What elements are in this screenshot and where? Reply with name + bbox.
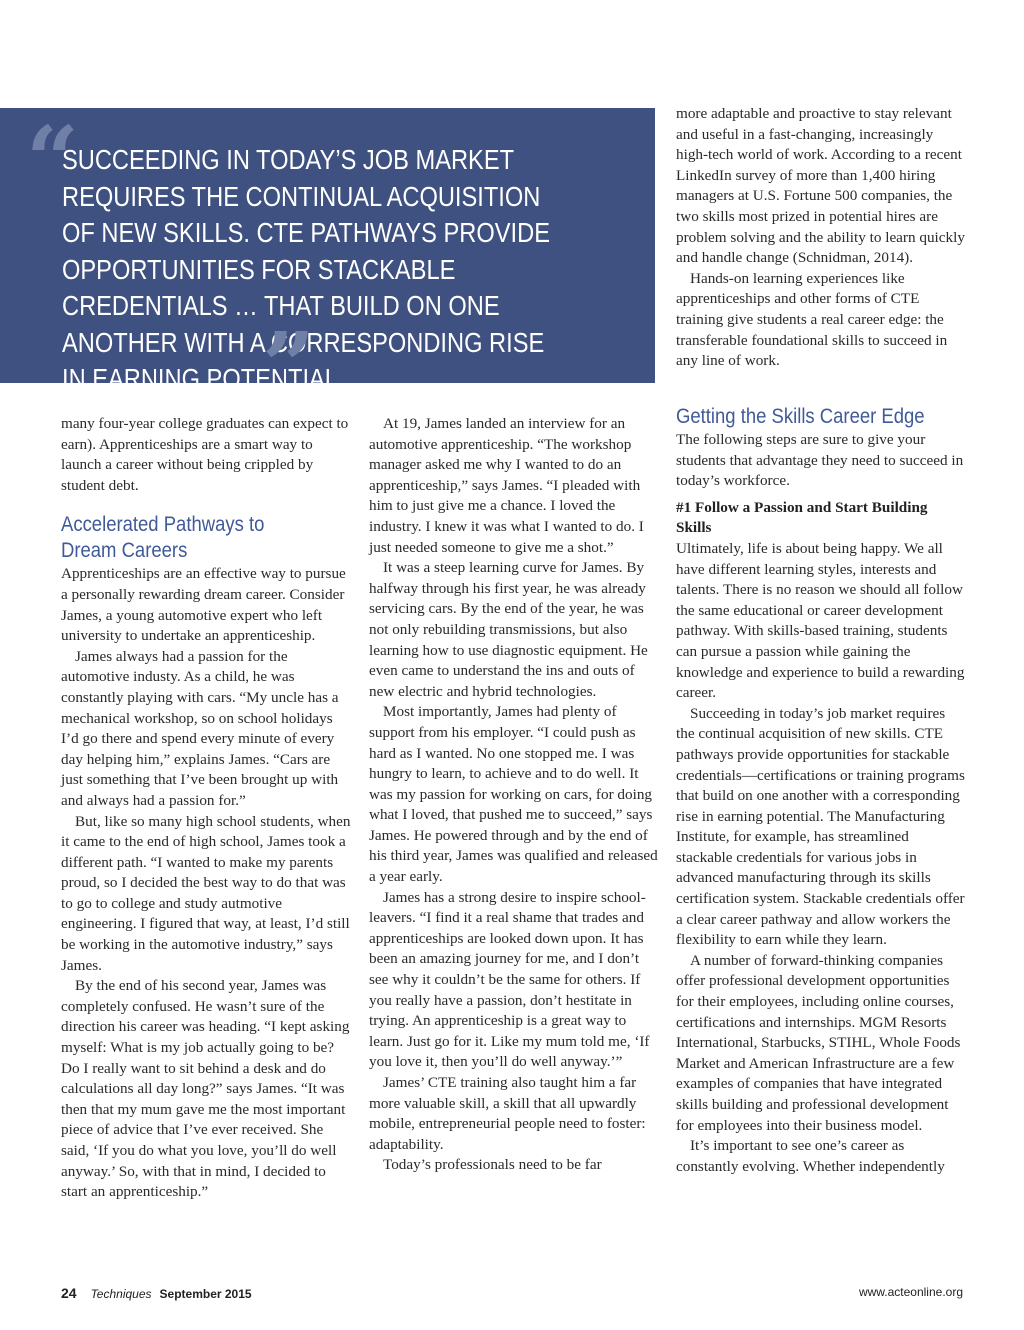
close-quote-mark: ” [262,312,315,420]
paragraph: The following steps are sure to give your students that advantage they need to succeed in today’s workforce. [676,431,964,490]
pull-quote-text: SUCCEEDING IN TODAY’S JOB MARKET REQUIRES THE CONTINUAL ACQUISITION OF NEW SKILLS. CTE PATHWAYS PROVIDE OPPORTUNITIES FOR STACKABLE CREDENTIALS … THAT BUILD ON ONE ANOTHER WITH A CORRESPONDING RISE IN EARNING POTENTIAL. [62,144,550,394]
open-quote-mark: “ [26,106,79,214]
paragraph: At 19, James landed an interview for an automotive apprenticeship. “The workshop manager asked me why I wanted to do an apprenticeship,” says James. “I pleaded with him to just give me a chance. I loved the industry. I knew it was what I wanted to do. I just needed someone to give me a shot.” [369,415,644,556]
paragraph: Apprenticeships are an effective way to pursue a personally rewarding dream career. Consider James, a young automotive expert who left university to undertake an apprenticeship. [61,565,346,645]
section-heading: Accelerated Pathways to Dream Careers [61,513,265,563]
paragraph: A number of forward-thinking companies offer professional development opportunities for their employees, including online courses, certifications and internships. MGM Resorts International, Starbucks, STIHL, Whole Foods Market and American Infrastructure are a few examples of companies that have integrated skills building and professional development for employees into their business model. [676,951,961,1134]
column-left [61,414,351,1203]
footer-left [61,1285,252,1301]
column-right [676,404,966,1177]
pull-quote-box [0,106,655,420]
issue-date: September 2015 [159,1287,252,1301]
paragraph: James’ CTE training also taught him a far more valuable skill, a skill that all upwardly mobile, entrepreneurial people need to foster: adaptability. [369,1074,646,1153]
paragraph: It’s important to see one’s career as constantly evolving. Whether independently [676,1137,945,1175]
paragraph: By the end of his second year, James was completely confused. He wasn’t sure of the direction his career was heading. “I kept asking myself: What is my job actually going to be? Do I really want to sit behind a desk and do calculations all day long?” says James. “It was then that my mum gave me the most important piece of advice that I’ve ever received. She said, ‘If you do what you love, you’ll do well anyway.’ So, with that in mind, I decided to start an apprenticeship.” [61,977,350,1201]
website-link[interactable]: www.acteonline.org [858,1285,963,1299]
section-heading: Getting the Skills Career Edge [676,405,925,428]
magazine-name: Techniques [90,1287,152,1301]
page-number: 24 [61,1285,77,1301]
paragraph: Succeeding in today’s job market requires the continual acquisition of new skills. CTE pathways provide opportunities for stackable credentials—certifications or training programs that build on one another with a corresponding rise in earning potential. The Manufacturing Institute, for example, has streamlined stackable credentials for various jobs in advanced manufacturing through its skills certification system. Stackable credentials offer a clear career pathway and allow workers the flexibility to earn while they learn. [676,704,965,949]
paragraph: many four-year college graduates can expect to earn). Apprenticeships are a smart way to launch a career without being crippled by student debt. [61,415,349,494]
paragraph: James always had a passion for the automotive industy. As a child, he was constantly playing with cars. “My uncle has a mechanical workshop, so on school holidays I’d go there and spend every minute of every day helping him,” explains James. “Cars are just something that I’ve been brought up with and always had a passion for.” [61,647,339,809]
paragraph: Ultimately, life is about being happy. We all have different learning styles, interests and talents. There is no reason we should all follow the same educational or career development pathway. With skills-based training, students can pursue a passion while gaining the knowledge and experience to build a rewarding career. [676,539,965,702]
paragraph: It was a steep learning curve for James. By halfway through his first year, he was already servicing cars. By the end of the year, he was not only rebuilding transmissions, but also learning how to use diagnostic equipment. He even came to understand the ins and outs of new electric and hybrid technologies. [369,559,648,700]
paragraph: Hands-on learning experiences like apprenticeships and other forms of CTE training give students a real career edge: the transferable foundational skills to succeed in any line of work. [676,269,948,370]
column-middle [369,414,659,1176]
column-right-top [676,104,966,372]
paragraph: James has a strong desire to inspire school-leavers. “I find it a real shame that trades and apprenticeships are looked down upon. It has been an amazing journey for me, and I don’t see why it couldn’t be the same for others. If you really have a passion, don’t hestitate in trying. An apprenticeship is a great way to learn. Just go for it. Like my mum told me, ‘If you love it, then you’ll do well anyway.’” [369,888,650,1071]
paragraph: more adaptable and proactive to stay relevant and useful in a fast-changing, increasingly high-tech world of work. According to a recent LinkedIn survey of more than 1,400 hiring managers at U.S. Fortune 500 companies, the two skills most prized in potential hires are problem solving and the ability to learn quickly and handle change (Schnidman, 2014). [676,105,965,267]
paragraph: Most importantly, James had plenty of support from his employer. “I could push as hard as I wanted. No one stopped me. I was hungry to learn, to achieve and to do well. It was my passion for working on cars, for doing what I loved, that pushed me to succeed,” says James. He powered through and by the end of his third year, James was qualified and released a year early. [369,703,658,886]
subheading: #1 Follow a Passion and Start Building Skills [676,498,928,537]
paragraph: Today’s professionals need to be far [383,1156,602,1174]
paragraph: But, like so many high school students, when it came to the end of high school, James took a different path. “I wanted to make my parents proud, so I decided the best way to do that was to go to college and study autmotive engineering. I figured that way, at least, I’d still be working in the automotive industry,” says James. [61,812,351,974]
